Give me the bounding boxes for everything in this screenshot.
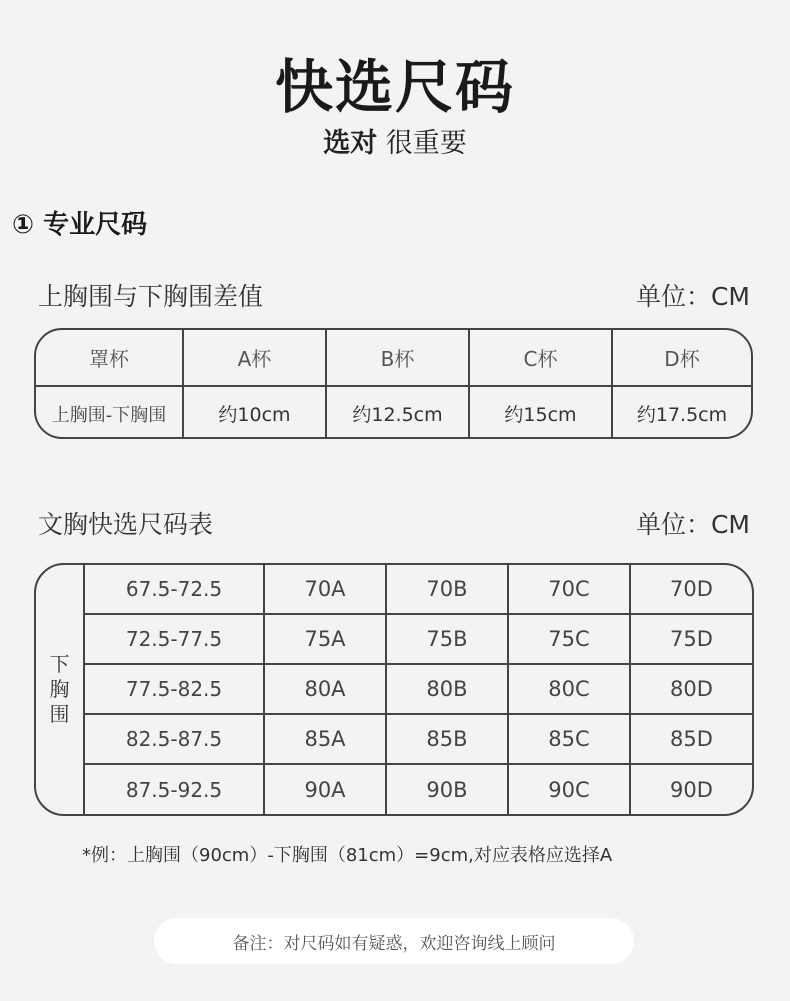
- table-cell: 67.5-72.5: [85, 565, 265, 613]
- table-cell: 82.5-87.5: [85, 715, 265, 763]
- table-header-cell: C杯: [470, 330, 613, 385]
- table-cell: 85B: [387, 715, 509, 763]
- table-cell: 70D: [670, 577, 713, 601]
- table-row: [85, 615, 752, 665]
- table-cell: 70B: [387, 565, 509, 613]
- page-subtitle: [0, 126, 790, 162]
- table-cell: 80B: [387, 665, 509, 713]
- table-cell: 85D: [670, 727, 713, 751]
- table-cell: 约12.5cm: [327, 386, 470, 439]
- subtitle-rest: 很重要: [385, 128, 467, 159]
- table-cell: 70C: [509, 565, 631, 613]
- table-cell: 80A: [265, 665, 387, 713]
- size-chart-table: [34, 563, 754, 816]
- table-header-cell: B杯: [327, 330, 470, 385]
- cup-difference-table: [34, 328, 753, 439]
- cup-table-heading: 上胸围与下胸围差值: [38, 282, 264, 311]
- table-cell: 约15cm: [470, 386, 613, 439]
- cup-table-unit: 单位：CM: [635, 282, 750, 311]
- size-table-unit: 单位：CM: [635, 510, 750, 539]
- table-row: [85, 765, 752, 814]
- underbust-side-label: [36, 565, 85, 814]
- table-cell: 80C: [509, 665, 631, 713]
- table-cell: 约17.5cm: [636, 404, 728, 426]
- table-cell: 77.5-82.5: [85, 665, 265, 713]
- table-cell: 90D: [670, 777, 713, 802]
- table-cell: 75D: [670, 627, 713, 651]
- table-cell: 80D: [670, 677, 713, 701]
- consult-note: 备注：对尺码如有疑惑，欢迎咨询线上顾问: [154, 918, 634, 964]
- size-rows: [85, 565, 752, 814]
- table-header-cell: A杯: [184, 330, 327, 385]
- subtitle-emphasis: 选对: [323, 128, 378, 159]
- table-cell: 85A: [265, 715, 387, 763]
- table-cell: 75A: [265, 615, 387, 663]
- table-row: [36, 386, 751, 439]
- table-header-row: [36, 330, 751, 387]
- table-cell: 90A: [265, 765, 387, 814]
- table-cell: 85C: [509, 715, 631, 763]
- table-cell: 约10cm: [184, 386, 327, 439]
- page-title: 快选尺码: [274, 53, 515, 121]
- example-note: *例：上胸围（90cm）-下胸围（81cm）=9cm,对应表格应选择A: [82, 845, 613, 866]
- section-heading: ① 专业尺码: [12, 210, 148, 240]
- table-cell: 72.5-77.5: [85, 615, 265, 663]
- table-cell: 上胸围-下胸围: [36, 386, 184, 439]
- table-header-cell: 罩杯: [36, 330, 184, 385]
- table-cell: 75C: [509, 615, 631, 663]
- table-cell: 90C: [509, 765, 631, 814]
- table-row: [85, 565, 752, 615]
- side-label-text: 下胸围: [49, 652, 70, 726]
- table-row: [85, 665, 752, 715]
- table-cell: 87.5-92.5: [85, 765, 265, 814]
- size-table-heading: 文胸快选尺码表: [38, 510, 214, 539]
- table-cell: 75B: [387, 615, 509, 663]
- table-row: [85, 715, 752, 765]
- table-header-cell: D杯: [664, 347, 700, 371]
- table-cell: 70A: [265, 565, 387, 613]
- table-cell: 90B: [387, 765, 509, 814]
